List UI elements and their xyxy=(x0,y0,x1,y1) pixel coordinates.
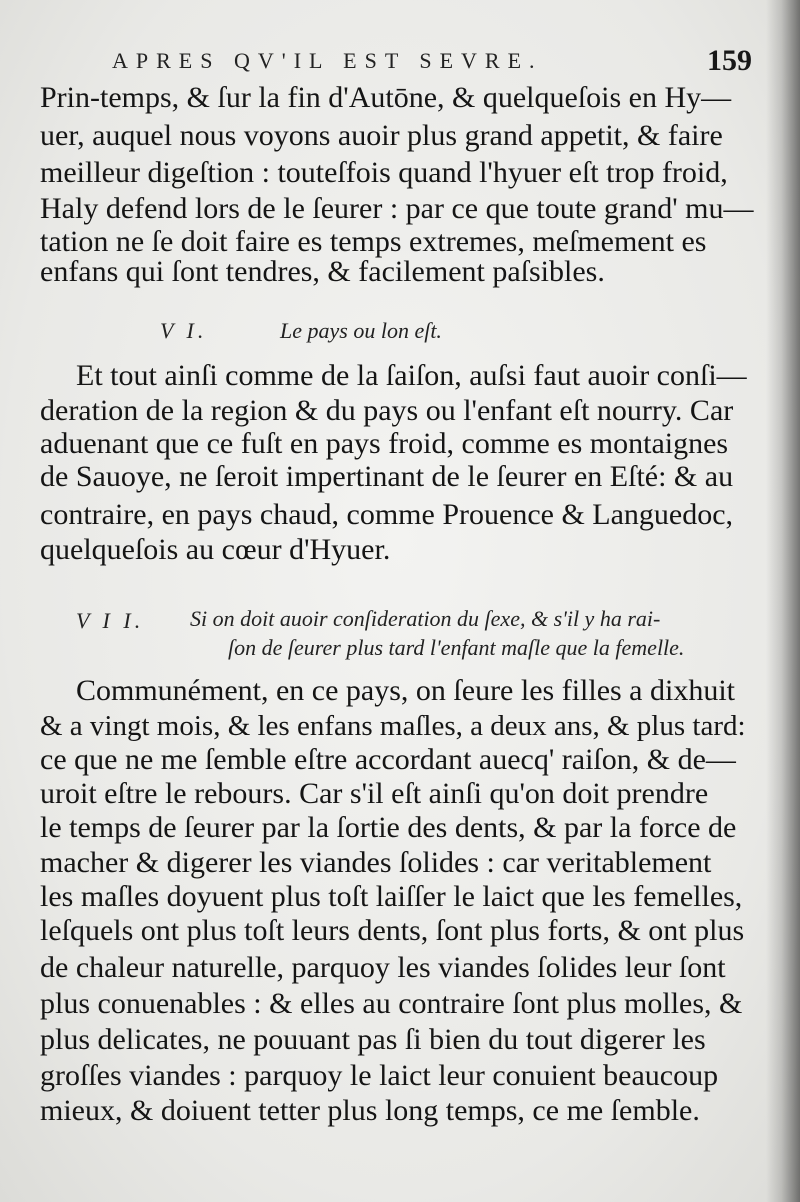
text-line: macher & digerer les viandes ſolides : car veritablement xyxy=(40,846,712,879)
text-line: uer, auquel nous voyons auoir plus grand appetit, & faire xyxy=(40,119,723,152)
text-line: mieux, & doiuent tetter plus long temps, ce me ſemble. xyxy=(40,1094,700,1127)
page-header xyxy=(112,44,752,84)
text-line: enfans qui ſont tendres, & facilement paſsibles. xyxy=(40,255,605,288)
page-edge-shadow xyxy=(766,0,800,1202)
text-line: leſquels ont plus toſt leurs dents, ſont plus forts, & ont plus xyxy=(40,914,745,947)
text-line: meilleur digeſtion : touteſfois quand l'hyuer eſt trop froid, xyxy=(40,156,728,189)
section-title: ſon de ſeurer plus tard l'enfant maſle que la femelle. xyxy=(228,635,685,660)
text-line: deration de la region & du pays ou l'enfant eſt nourry. Car xyxy=(40,394,734,427)
text-line: contraire, en pays chaud, comme Prouence & Languedoc, xyxy=(40,498,734,531)
text-line: Et tout ainſi comme de la ſaiſon, auſsi faut auoir conſi— xyxy=(76,359,747,392)
text-line: groſſes viandes : parquoy le laict leur conuient beaucoup xyxy=(40,1059,719,1092)
text-line: aduenant que ce fuſt en pays froid, comme es montaignes xyxy=(40,427,729,460)
text-line: quelqueſois au cœur d'Hyuer. xyxy=(40,533,391,566)
text-line: ce que ne me ſemble eſtre accordant auecq' raiſon, & de— xyxy=(40,743,736,776)
running-head: APRES QV'IL EST SEVRE. xyxy=(112,48,543,73)
text-line: plus delicates, ne pouuant pas ſi bien du tout digerer les xyxy=(40,1023,706,1056)
section-number: V I I. xyxy=(76,608,145,633)
text-line: & a vingt mois, & les enfans maſles, a deux ans, & plus tard: xyxy=(40,710,746,742)
text-line: Communément, en ce pays, on ſeure les filles a dixhuit xyxy=(76,674,736,707)
text-line: de chaleur naturelle, parquoy les viandes ſolides leur ſont xyxy=(40,951,726,984)
section-title: Si on doit auoir conſideration du ſexe, & s'il y ha rai- xyxy=(190,606,661,631)
page-number: 159 xyxy=(707,44,752,77)
text-line: Haly defend lors de le ſeurer : par ce que toute grand' mu— xyxy=(40,192,754,225)
text-line: Prin-temps, & ſur la fin d'Autōne, & quelqueſois en Hy— xyxy=(40,81,732,114)
text-line: le temps de ſeurer par la ſortie des dents, & par la force de xyxy=(40,811,737,844)
section-title: Le pays ou lon eſt. xyxy=(280,318,442,343)
text-line: de Sauoye, ne ſeroit impertinant de le ſeurer en Eſté: & au xyxy=(40,460,734,493)
text-line: les maſles doyuent plus toſt laiſſer le laict que les femelles, xyxy=(40,880,743,913)
text-line: plus conuenables : & elles au contraire ſont plus molles, & xyxy=(40,987,743,1020)
section-number: V I. xyxy=(160,318,208,343)
text-line: uroit eſtre le rebours. Car s'il eſt ainſi qu'on doit prendre xyxy=(40,777,709,810)
text-line: tation ne ſe doit faire es temps extremes, meſmement es xyxy=(40,225,707,258)
